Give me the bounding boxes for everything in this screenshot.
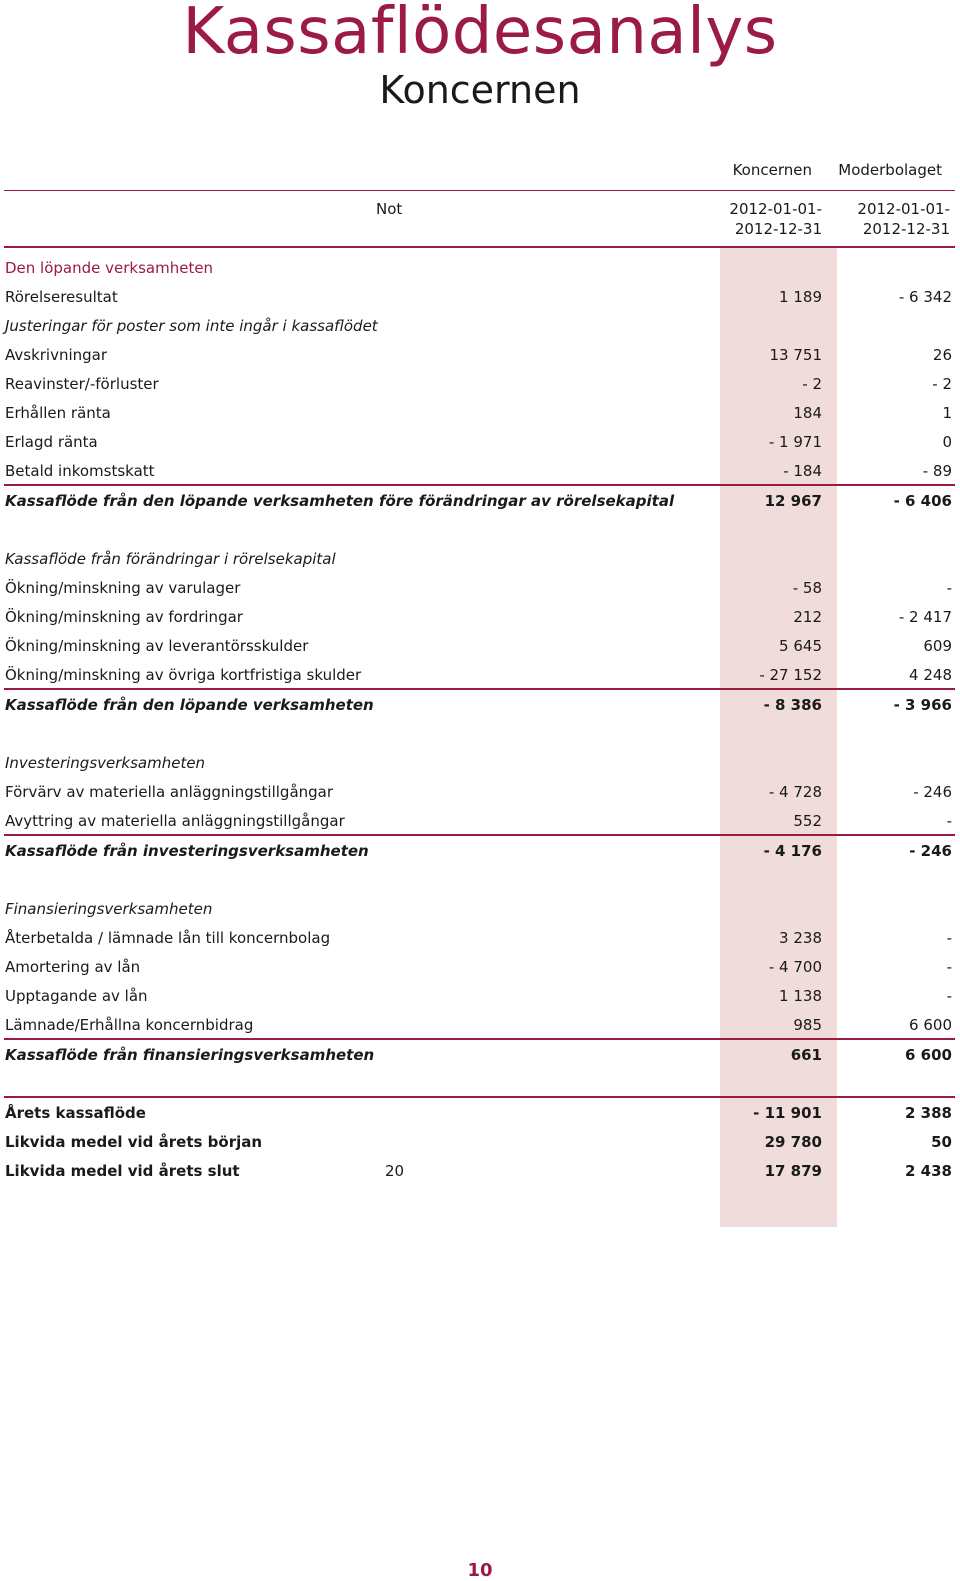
table-row-subheading (0, 311, 960, 340)
parent-value: 6 600 (909, 1016, 952, 1034)
table-row (0, 398, 960, 427)
row-label: Finansieringsverksamheten (5, 900, 213, 918)
group-value: - 27 152 (759, 666, 822, 684)
table-row (0, 369, 960, 398)
page-title: Kassaflödesanalys (182, 0, 778, 69)
row-label: Kassaflöde från den löpande verksamheten (5, 696, 374, 714)
table-row (0, 777, 960, 806)
table-row (0, 1010, 960, 1039)
table-row (0, 806, 960, 835)
row-label: Likvida medel vid årets slut (5, 1162, 240, 1180)
header-divider (4, 190, 955, 191)
parent-value: - 2 (932, 375, 952, 393)
group-value: 661 (790, 1046, 822, 1064)
parent-value: 609 (923, 637, 952, 655)
table-row-subheading (0, 748, 960, 777)
group-value: - 8 386 (763, 696, 822, 714)
row-label: Kassaflöde från förändringar i rörelsekapital (5, 550, 336, 568)
group-value: 552 (793, 812, 822, 830)
table-row (0, 981, 960, 1010)
group-value: 5 645 (779, 637, 822, 655)
table-row (0, 631, 960, 660)
row-label: Ökning/minskning av fordringar (5, 608, 243, 626)
row-label: Amortering av lån (5, 958, 141, 976)
column-header-parent: Moderbolaget (838, 161, 942, 179)
page-subtitle: Koncernen (379, 68, 581, 112)
parent-value: 26 (932, 346, 952, 364)
parent-value: - (946, 958, 952, 976)
row-label: Årets kassaflöde (5, 1104, 146, 1122)
group-value: - 2 (802, 375, 822, 393)
group-value: 1 189 (779, 288, 822, 306)
group-value: 17 879 (764, 1162, 822, 1180)
group-period-line2: 2012-12-31 (734, 220, 822, 238)
page-number: 10 (467, 1560, 493, 1581)
row-label: Reavinster/-förluster (5, 375, 159, 393)
group-value: 212 (793, 608, 822, 626)
row-label: Kassaflöde från den löpande verksamheten före förändringar av rörelsekapital (5, 492, 675, 510)
table-row-subheading (0, 894, 960, 923)
row-label: Ökning/minskning av övriga kortfristiga skulder (5, 666, 362, 684)
column-header-not: Not (376, 200, 403, 218)
parent-period-line1: 2012-01-01- (857, 200, 950, 218)
group-period-line1: 2012-01-01- (729, 200, 822, 218)
row-label: Rörelseresultat (5, 288, 118, 306)
table-row (0, 602, 960, 631)
group-value: 985 (793, 1016, 822, 1034)
note-reference: 20 (385, 1162, 405, 1180)
row-label: Upptagande av lån (5, 987, 148, 1005)
group-value: 13 751 (769, 346, 822, 364)
row-label: Förvärv av materiella anläggningstillgångar (5, 783, 334, 801)
group-value: 184 (793, 404, 822, 422)
table-row (0, 573, 960, 602)
row-label: Avskrivningar (5, 346, 108, 364)
parent-value: 50 (931, 1133, 952, 1151)
parent-value: - 89 (922, 462, 952, 480)
parent-value: - (946, 579, 952, 597)
group-value: 1 138 (779, 987, 822, 1005)
table-row-section-heading (0, 253, 960, 282)
group-value: - 58 (792, 579, 822, 597)
table-row (0, 952, 960, 981)
group-value: 29 780 (764, 1133, 822, 1151)
table-row (0, 923, 960, 952)
period-divider (4, 246, 955, 248)
parent-value: - 6 342 (898, 288, 952, 306)
group-value: - 4 176 (763, 842, 822, 860)
group-value: 12 967 (764, 492, 822, 510)
parent-value: - (946, 812, 952, 830)
row-label: Ökning/minskning av leverantörsskulder (5, 637, 309, 655)
row-label: Kassaflöde från finansieringsverksamheten (5, 1046, 375, 1064)
parent-value: 4 248 (909, 666, 952, 684)
group-value: - 11 901 (753, 1104, 822, 1122)
table-row (0, 282, 960, 311)
group-value: - 184 (783, 462, 822, 480)
table-row-subtotal (0, 486, 960, 515)
row-label: Lämnade/Erhållna koncernbidrag (5, 1016, 254, 1034)
parent-value: 6 600 (905, 1046, 952, 1064)
table-row-subheading (0, 544, 960, 573)
table-row-total (0, 1156, 960, 1185)
row-label: Den löpande verksamheten (5, 259, 214, 277)
parent-value: 2 388 (905, 1104, 952, 1122)
row-label: Avyttring av materiella anläggningstillgångar (5, 812, 345, 830)
row-label: Erhållen ränta (5, 404, 111, 422)
parent-value: 1 (942, 404, 952, 422)
table-row (0, 660, 960, 689)
table-row-subtotal (0, 690, 960, 719)
parent-value: - 246 (909, 842, 952, 860)
parent-value: 0 (942, 433, 952, 451)
parent-value: - (946, 929, 952, 947)
row-label: Återbetalda / lämnade lån till koncernbolag (5, 929, 331, 947)
parent-value: - 2 417 (898, 608, 952, 626)
row-label: Investeringsverksamheten (5, 754, 206, 772)
table-row-subtotal (0, 1040, 960, 1069)
parent-period-line2: 2012-12-31 (862, 220, 950, 238)
table-row-total (0, 1098, 960, 1127)
group-value: - 4 728 (768, 783, 822, 801)
parent-value: - (946, 987, 952, 1005)
row-label: Justeringar för poster som inte ingår i kassaflödet (5, 317, 378, 335)
group-value: - 1 971 (768, 433, 822, 451)
group-value: - 4 700 (768, 958, 822, 976)
table-row (0, 340, 960, 369)
row-label: Betald inkomstskatt (5, 462, 155, 480)
table-row (0, 427, 960, 456)
parent-value: 2 438 (905, 1162, 952, 1180)
table-row-subtotal (0, 836, 960, 865)
parent-value: - 6 406 (893, 492, 952, 510)
row-label: Erlagd ränta (5, 433, 98, 451)
group-value: 3 238 (779, 929, 822, 947)
table-row-total (0, 1127, 960, 1156)
row-label: Kassaflöde från investeringsverksamheten (5, 842, 369, 860)
parent-value: - 3 966 (893, 696, 952, 714)
parent-value: - 246 (913, 783, 952, 801)
column-header-group: Koncernen (732, 161, 812, 179)
row-label: Likvida medel vid årets början (5, 1133, 263, 1151)
row-label: Ökning/minskning av varulager (5, 579, 241, 597)
table-row (0, 456, 960, 485)
